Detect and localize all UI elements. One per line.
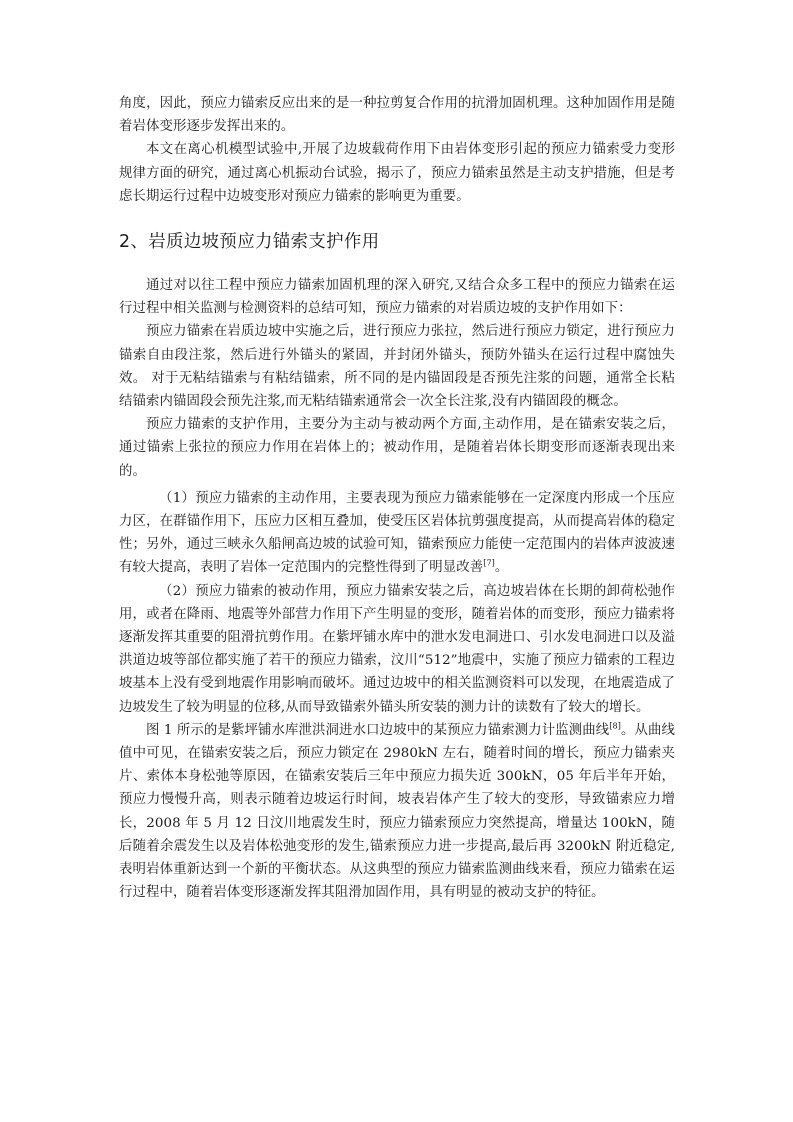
intro-paragraph-2: 本文在离心机模型试验中,开展了边坡载荷作用下由岩体变形引起的预应力锚索受力变形规律方面的研究，通过离心机振动台试验，揭示了，预应力锚索虽然是主动支护措施，但是考虑长期运行过程中边坡变形对预应力锚索的影响更为重要。 bbox=[119, 142, 675, 204]
section-paragraph-1: 通过对以往工程中预应力锚索加固机理的深入研究,又结合众多工程中的预应力锚索在运行过程中相关监测与检测资料的总结可知，预应力锚索的对岩质边坡的支护作用如下： bbox=[119, 278, 675, 317]
figure-description-text: 图 1 所示的是紫坪铺水库泄洪洞进水口边坡中的某预应力锚索测力计监测曲线 bbox=[146, 722, 610, 738]
citation-8: [8] bbox=[609, 721, 621, 731]
figure-description-rest: 。从曲线值中可见，在锚索安装之后，预应力锁定在 2980kN 左右，随着时间的增长，预应力锚索夹片、索体本身松弛等原因，在锚索安装后三年中预应力损失近 300kN，05 年后半年开始，预应力慢慢升高，则表示随着边坡运行时间，坡表岩体产生了较大的变形，导致锚索应力增长，2008 年 5 月 12 日汶川地震发生时，预应力锚索预应力突然提高，增量达 100kN，随后随着余震发生以及岩体松弛变形的发生,锚索预应力进一步提高,最后再 3200kN 附近稳定,表明岩体重新达到一个新的平衡状态。从这典型的预应力锚索监测曲线来看，预应力锚索在运行过程中，随着岩体变形逐渐发挥其阻滑加固作用，具有明显的被动支护的特征。 bbox=[119, 722, 675, 901]
item-1-end: 。 bbox=[494, 560, 509, 576]
item-2-paragraph: （2）预应力锚索的被动作用，预应力锚索安装之后，高边坡岩体在长期的卸荷松弛作用，或者在降雨、地震等外部营力作用下产生明显的变形，随着岩体的而变形，预应力锚索将逐渐发挥其重要的阻滑抗剪作用。在紫坪铺水库中的泄水发电洞进口、引水发电洞进口以及溢洪道边坡等部位都实施了若干的预应力锚索，汶川“512”地震中，实施了预应力锚索的工程边坡基本上没有受到地震作用影响而破坏。通过边坡中的相关监测资料可以发现，在地震造成了边坡发生了较为明显的位移,从而导致锚索外锚头所安装的测力计的读数有了较大的增长。 bbox=[119, 583, 675, 715]
citation-7: [7] bbox=[483, 558, 495, 568]
page-body bbox=[119, 92, 675, 905]
intro-paragraph-1: 角度，因此，预应力锚索反应出来的是一种拉剪复合作用的抗滑加固机理。这种加固作用是随着岩体变形逐步发挥出来的。 bbox=[119, 96, 675, 135]
section-paragraph-3: 预应力锚索的支护作用，主要分为主动与被动两个方面,主动作用，是在锚索安装之后，通过锚索上张拉的预应力作用在岩体上的；被动作用，是随着岩体长期变形而逐渐表现出来的。 bbox=[119, 417, 675, 479]
section-heading: 2、岩质边坡预应力锚索支护作用 bbox=[119, 232, 380, 253]
figure-description-paragraph bbox=[119, 719, 675, 905]
section-paragraph-2: 预应力锚索在岩质边坡中实施之后，进行预应力张拉，然后进行预应力锁定，进行预应力锚索自由段注浆，然后进行外锚头的紧固，并封闭外锚头，预防外锚头在运行过程中腐蚀失效。 对于无粘结锚索与有粘结锚索，所不同的是内锚固段是否预先注浆的问题，通常全长粘结锚索内锚固段会预先注浆,而无粘结锚索通常会一次全长注浆,没有内锚固段的概念。 bbox=[119, 324, 675, 410]
item-1-text: （1）预应力锚索的主动作用，主要表现为预应力锚索能够在一定深度内形成一个压应力区，在群锚作用下，压应力区相互叠加，使受压区岩体抗剪强度提高，从而提高岩体的稳定性；另外，通过三峡永久船闸高边坡的试验可知，锚索预应力能使一定范围内的岩体声波波速有较大提高，表明了岩体一定范围内的完整性得到了明显改善 bbox=[119, 490, 675, 576]
item-1-paragraph bbox=[119, 487, 675, 580]
